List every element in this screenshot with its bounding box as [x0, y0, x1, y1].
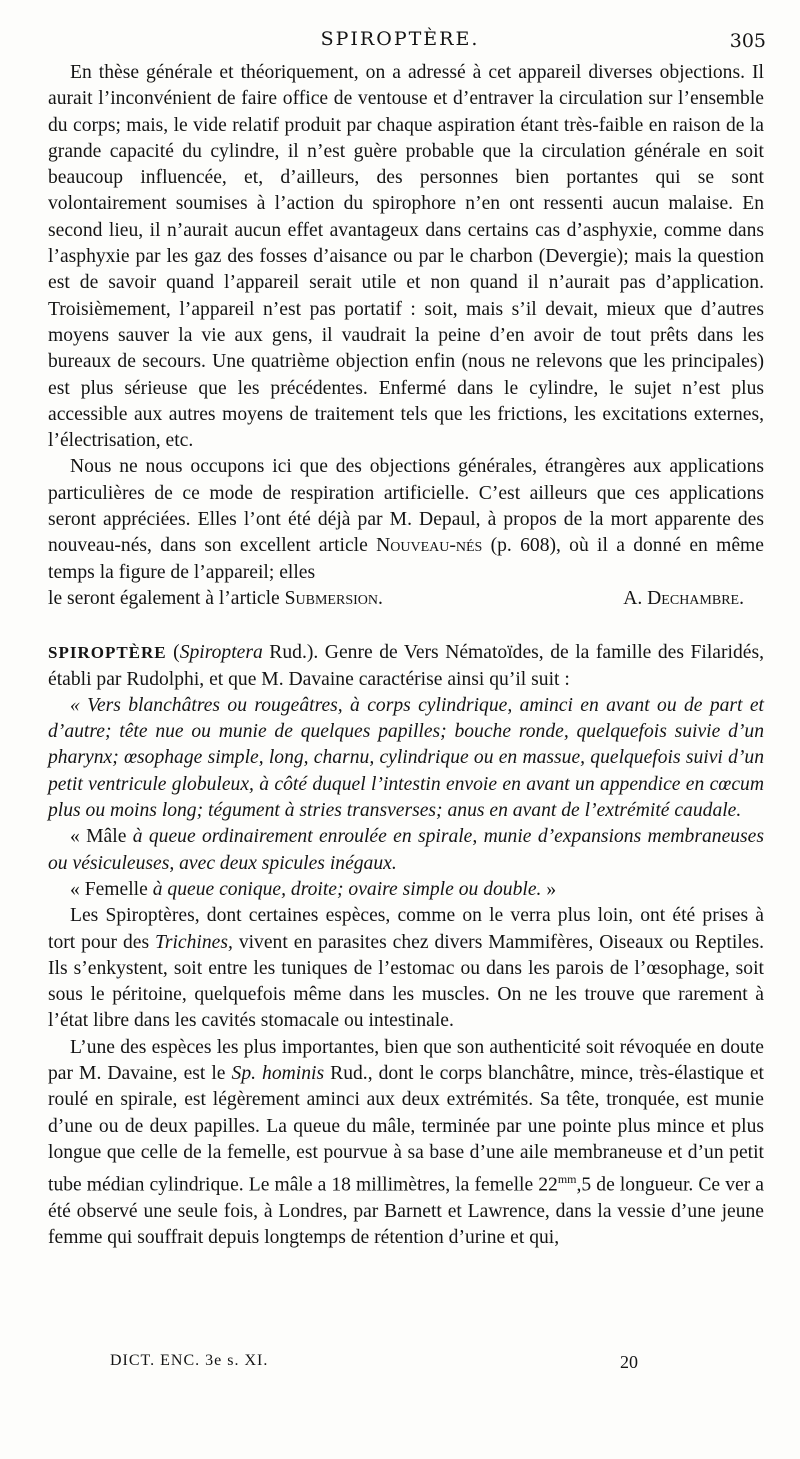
text-body [48, 60, 764, 1252]
running-head [0, 28, 800, 52]
quote-male-text: à queue ordinairement enroulée en spirale, munie d’expansions membraneuses ou vésiculeuses, avec deux spicules inégaux. [48, 826, 765, 874]
cross-reference-submersion: Submersion. [284, 587, 383, 609]
paragraph-text: vivent en parasites chez divers Mammifères, Oiseaux ou Reptiles. Ils s’enkystent, soit entre les tuniques de l’estomac ou dans les parois de l’œsophage, soit sous le péritoine, quelquefois même dans les muscles. On ne les trouve que rarement à l’état libre dans les cavités stomacale ou intestinale. [48, 931, 764, 1032]
running-title: SPIROPTÈRE. [320, 28, 480, 50]
quote-male-lead: « Mâle [70, 826, 133, 848]
paren-open: ( [166, 642, 180, 664]
quote-female-text: à queue conique, droite; ovaire simple ou double. [152, 878, 542, 900]
quote-genus-description: « Vers blanchâtres ou rougeâtres, à corps cylindrique, aminci en avant ou de part et d’autre; tête nue ou munie de quelques papilles; bouche ronde, quelquefois suivie d’un pharynx; œsophage simple, long, charnu, cylindrique ou en massue, quelquefois suivi d’un petit ventricule globuleux, à côté duquel l’intestin envoie en avant un appendice en cœcum plus ou moins long; tégument à stries transverses; anus en avant de l’extrémité caudale. [48, 694, 764, 822]
page-number: 305 [729, 30, 766, 52]
paragraph-text: Les Spiroptères, dont certaines espèces, comme on le verra plus loin, ont été prises à tort pour des [48, 905, 764, 953]
paragraph-text: Rud., dont le corps blanchâtre, mince, très-élastique et roulé en spirale, est légèrement aminci aux deux extrémités. Sa tête, tronquée, est munie d’une ou de deux papilles. La queue du mâle, terminée par une pointe plus mince et plus longue que celle de la femelle, est pourvue à sa base d’une aile membraneuse et d’un petit tube médian cylindrique. Le mâle a 18 millimètres, la femelle 22 [48, 1062, 765, 1196]
latin-name: Spiroptera [179, 642, 263, 664]
unit-superscript: mm [557, 1172, 577, 1187]
signature-mark: DICT. ENC. 3e s. XI. [110, 1352, 269, 1369]
paragraph-text: ,5 de longueur. Ce ver a été observé une seule fois, à Londres, par Barnett et Lawrence, dans la vessie d’une jeune femme qui souffrait depuis longtemps de rétention d’urine et qui, [48, 1174, 764, 1249]
author-signature: A. Dechambre. [623, 587, 744, 609]
paragraph-objections: En thèse générale et théoriquement, on a adressé à cet appareil diverses objections. Il aurait l’inconvénient de faire office de ventouse et d’entraver la circulation sur l’ensemble du corps; mais, le vide relatif produit par chaque aspiration étant très-faible en raison de la grande capacité du cylindre, il n’est guère probable que la circulation générale en soit beaucoup influencée, et, d’ailleurs, des personnes bien portantes qui se sont volontairement soumises à l’action du spirophore n’en ont ressenti aucun malaise. En second lieu, il n’aurait aucun effet avantageux dans certains cas d’asphyxie, comme dans l’asphyxie par les gaz des fosses d’aisance ou par le charbon (Devergie); mais la question est de savoir quand l’appareil serait utile et non quand il n’aurait pas d’application. Troisièmement, l’appareil n’est pas portatif : soit, mais s’il devait, mieux que d’autres moyens sauver la vie aux gens, il vaudrait la peine d’en avoir de tout prêts dans les bureaux de secours. Une quatrième objection enfin (nous ne relevons que les principales) est plus sérieuse que les précédentes. Enfermé dans le cylindre, le sujet n’est plus accessible aux autres moyens de traitement tels que les frictions, les excitations externes, l’électrisation, etc. [48, 62, 764, 452]
article-signature-line [48, 586, 764, 612]
cross-reference-nouveau-nes: Nouveau-nés [376, 535, 483, 557]
sheet-number: 20 [620, 1352, 638, 1372]
entry-headword: SPIROPTÈRE [48, 643, 167, 663]
paragraph-sp-hominis [48, 1035, 764, 1252]
quote-female-lead: « Femelle [70, 878, 153, 900]
quote-male [48, 824, 764, 877]
paragraph-applications [48, 454, 764, 585]
entry-definition [48, 640, 764, 693]
quote-close: » [541, 878, 557, 900]
trichines-term: Trichines, [155, 931, 233, 953]
paragraph-text: (p. 608), où il a donné en même temps la figure de l’appareil; elles [48, 535, 764, 583]
closing-text-run: le seront également à l’article [48, 587, 285, 609]
species-name: Sp. hominis [231, 1062, 325, 1084]
paragraph-text: L’une des espèces les plus importantes, bien que son authenticité soit révoquée en doute par M. Davaine, est le [48, 1036, 764, 1084]
quote-female [48, 877, 764, 903]
entry-separator [48, 612, 764, 640]
closing-text [48, 586, 383, 612]
paragraph-parasites [48, 903, 764, 1034]
entry-definition-text: Rud.). Genre de Vers Nématoïdes, de la famille des Filaridés, établi par Rudolphi, et que M. Davaine caractérise ainsi qu’il suit : [48, 642, 764, 690]
page-footer [110, 1352, 670, 1380]
paragraph-text: Nous ne nous occupons ici que des objections générales, étrangères aux applications particulières de ce mode de respiration artificielle. C’est ailleurs que ces applications seront appréciées. Elles l’ont été déjà par M. Depaul, à propos de la mort apparente des nouveau-nés, dans son excellent article [48, 456, 764, 557]
